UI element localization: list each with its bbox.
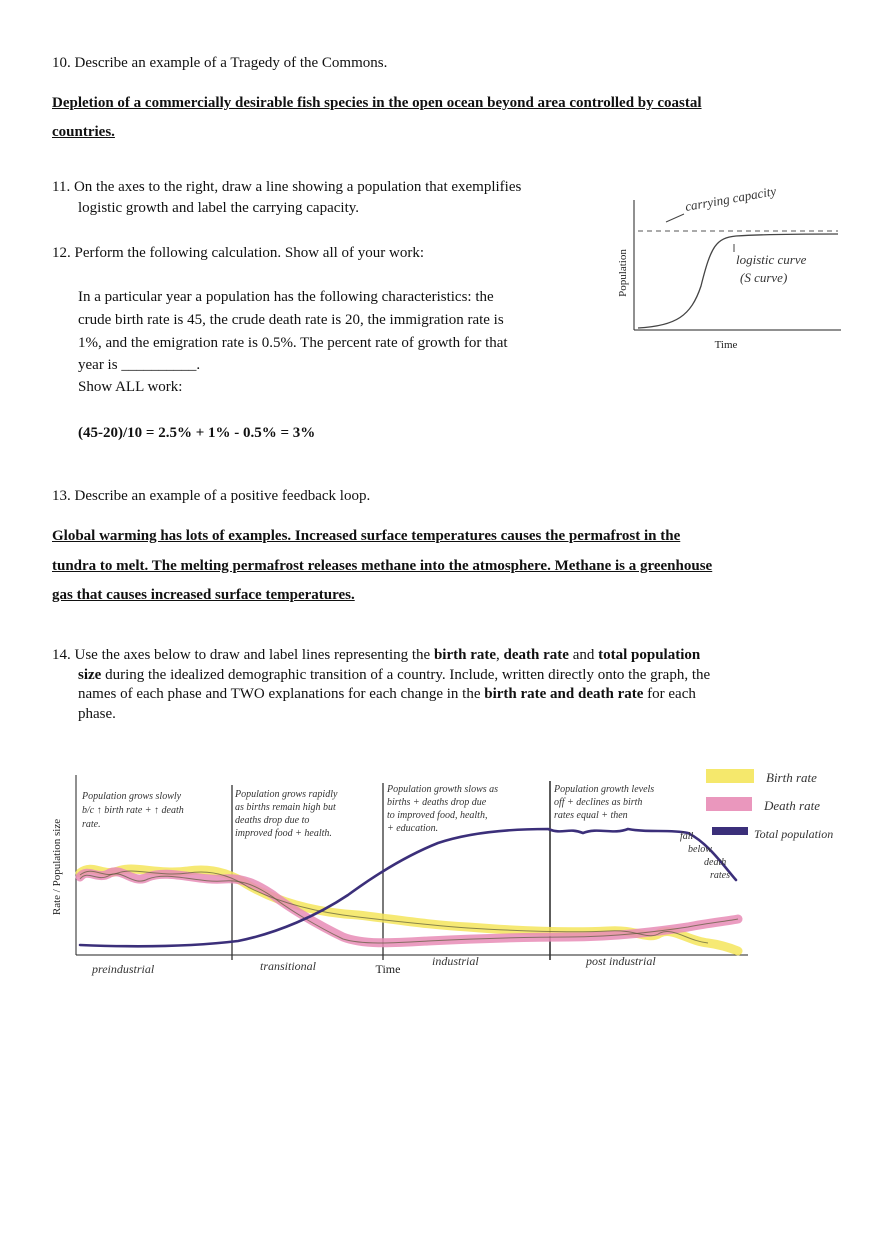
q14-line-3: names of each phase and TWO explanations for each change in the birth rate and death rate for each (78, 686, 696, 702)
side-note-line-4: rates (710, 870, 730, 881)
phase-note-1-line-2: b/c ↑ birth rate + ↑ death (82, 805, 184, 816)
q12-answer: (45-20)/10 = 2.5% + 1% - 0.5% = 3% (78, 425, 316, 441)
side-note-line-1: fall (680, 831, 694, 842)
logistic-x-label: Time (714, 339, 738, 351)
legend-swatch-death (706, 797, 752, 811)
legend-swatch-birth (706, 769, 754, 783)
death-rate-line (80, 872, 738, 943)
phase-note-4-line-2: off + declines as birth (554, 797, 643, 808)
demographic-transition-graph (48, 755, 870, 985)
dt-y-label: Rate / Population size (51, 818, 63, 916)
phase-note-4-line-3: rates equal + then (554, 810, 628, 821)
phase-note-2-line-4: improved food + health. (235, 828, 332, 839)
q11-line-2: logistic growth and label the carrying capacity. (78, 200, 360, 216)
q13-question: 13. Describe an example of a positive feedback loop. (52, 488, 371, 504)
legend-swatch-population (712, 827, 748, 835)
total-population-line (80, 829, 736, 946)
phase-note-2-line-3: deaths drop due to (235, 815, 310, 826)
carrying-arrow (666, 214, 684, 222)
logistic-curve-note-2: (S curve) (740, 270, 788, 285)
q10-question: 10. Describe an example of a Tragedy of the Commons. (52, 55, 388, 71)
phase-note-2-line-2: as births remain high but (235, 802, 336, 813)
q12-paragraph-1: In a particular year a population has the following characteristics: the (78, 289, 494, 305)
logistic-curve-note-1: logistic curve (736, 252, 807, 267)
phase-note-3-line-4: + education. (387, 823, 439, 834)
carrying-capacity-note: carrying capacity (683, 183, 778, 214)
dt-x-label: Time (375, 962, 401, 976)
q12-line-1: 12. Perform the following calculation. Show all of your work: (52, 245, 425, 261)
logistic-y-label: Population (617, 249, 629, 297)
phase-name-post-industrial: post industrial (586, 954, 656, 968)
phase-name-transitional: transitional (260, 959, 317, 973)
q13-answer-line-2: tundra to melt. The melting permafrost releases methane into the atmosphere. Methane is a greenhouse (52, 558, 713, 574)
phase-note-1-line-1: Population grows slowly (82, 791, 182, 802)
side-note-line-2: below (688, 844, 712, 855)
q10-answer-line-2: countries. (52, 124, 115, 140)
phase-note-3-line-1: Population growth slows as (387, 784, 499, 795)
phase-note-3-line-2: births + deaths drop due (387, 797, 487, 808)
phase-note-3-line-3: to improved food, health, (387, 810, 488, 821)
q11-line-1: 11. On the axes to the right, draw a line showing a population that exemplifies (52, 179, 522, 195)
legend-label-birth: Birth rate (766, 770, 817, 785)
q14-line-2: size during the idealized demographic transition of a country. Include, written directly onto the graph, the (78, 667, 711, 683)
q13-answer-line-3: gas that causes increased surface temperatures. (52, 587, 355, 603)
q12-paragraph-3: 1%, and the emigration rate is 0.5%. The percent rate of growth for that (78, 335, 508, 351)
phase-note-1-line-3: rate. (82, 819, 101, 830)
q12-paragraph-2: crude birth rate is 45, the crude death rate is 20, the immigration rate is (78, 312, 504, 328)
q14-line-4: phase. (78, 706, 116, 722)
legend-label-population: Total population (754, 827, 834, 841)
phase-note-4-line-1: Population growth levels (554, 784, 655, 795)
phase-notes (81, 784, 730, 881)
q13-answer-line-1: Global warming has lots of examples. Increased surface temperatures causes the permafrost in the (52, 528, 681, 544)
q10-answer-line-1: Depletion of a commercially desirable fish species in the open ocean beyond area controlled by coastal (52, 95, 702, 111)
q12-paragraph-4: year is __________. (78, 357, 201, 373)
logistic-curve (638, 234, 838, 328)
legend-label-death: Death rate (764, 798, 820, 813)
q14-line-1: 14. Use the axes below to draw and label lines representing the birth rate, death rate and total population (52, 647, 701, 663)
logistic-graph (606, 176, 846, 360)
phase-name-industrial: industrial (432, 954, 479, 968)
q12-paragraph-5: Show ALL work: (78, 379, 183, 395)
phase-note-2-line-1: Population grows rapidly (235, 789, 338, 800)
side-note-line-3: death (704, 857, 727, 868)
phase-name-preindustrial: preindustrial (92, 962, 155, 976)
